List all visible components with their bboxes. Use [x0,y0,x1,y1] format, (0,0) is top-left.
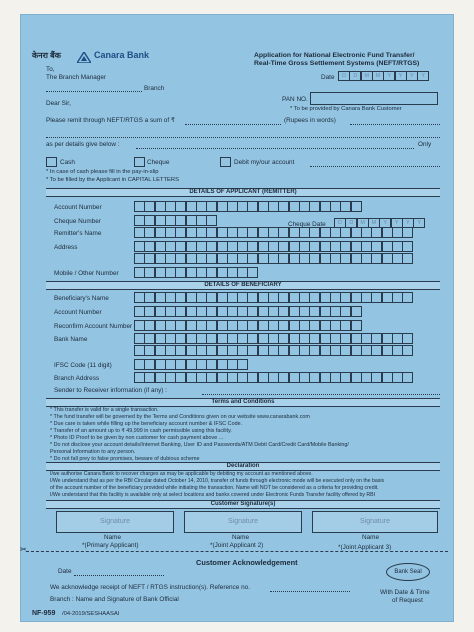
salutation: Dear Sir, [46,100,71,107]
ack-branch-signature: Branch : Name and Signature of Bank Official [50,596,179,603]
input-cell[interactable] [237,359,248,370]
terms-item: * Do not fall prey to false promises, beware of dubious scheme [50,456,200,462]
cheque-date-cell[interactable]: Y [413,218,425,228]
scissors-icon: ✂ [20,545,27,554]
bank-name-label: Bank Name [54,336,88,343]
ack-reference-line[interactable] [270,591,350,592]
to-label: To, [46,66,55,73]
date-cell[interactable]: M [361,71,373,81]
declaration-item: I/we authorise Canara Bank to recover charges as may be applicable by debiting my account as mentioned above. [50,471,313,477]
canara-triangle-icon [77,50,91,68]
cheque-date-cell[interactable]: Y [391,218,403,228]
terms-item: * Do not disclose your account details/Internet Banking, User ID and Passwords/ATM Debit Card/Credit Card/Mobile Banking/ [50,442,349,448]
joint2-applicant-label: *(Joint Applicant 2) [210,542,264,549]
terms-item: * The fund transfer will be governed by the Terms and Conditions given on our website www.canarabank.com [50,414,310,420]
reconfirm-account-label: Reconfirm Account Number [54,323,133,330]
form-code: NF-959 [32,610,56,617]
applicant-section-heading: DETAILS OF APPLICANT (REMITTER) [46,188,440,197]
cheque-date-label: Cheque Date [288,221,326,228]
signatures-heading: Customer Signature(s) [46,500,440,509]
debit-account-line[interactable] [310,166,440,167]
ifsc-label: IFSC Code (11 digit) [54,362,112,369]
ack-date-line[interactable] [74,575,164,576]
beneficiary-name-label: Beneficiary's Name [54,295,109,302]
remitter-address-cells-1[interactable] [134,241,412,252]
terms-item: * Due care is taken while filling up the beneficiary account number & IFSC Code. [50,421,243,427]
seal-of-request: of Request [392,597,423,604]
date-cell[interactable]: Y [406,71,418,81]
bank-name-cells-2[interactable] [134,345,412,356]
joint2-signature-box[interactable]: Signature [184,511,302,533]
form-print-info: /04-2019/SESHAASAI [62,611,120,617]
ack-date-label: Date [58,568,72,575]
date-cell[interactable]: M [372,71,384,81]
cheque-checkbox[interactable] [134,157,145,167]
branch-label: Branch [144,85,165,92]
input-cell[interactable] [402,345,413,356]
declaration-item: of the account number of the beneficiary provided while initiating the transaction. Name will NOT be considered as a criteria for providing credit. [50,485,379,491]
remitter-account-label: Account Number [54,204,102,211]
bank-seal: Bank Seal [386,563,430,581]
ack-text: We acknowledge receipt of NEFT / RTGS instruction(s). Reference no. [50,584,250,591]
input-cell[interactable] [402,292,413,303]
only-label: Only [418,141,432,148]
cheque-number-cells[interactable] [134,215,217,226]
sender-info-line[interactable] [202,394,440,395]
primary-name-label: Name [104,534,122,541]
form-title-line1: Application for National Electronic Fund Transfer/ [254,52,415,59]
cheque-number-label: Cheque Number [54,218,101,225]
beneficiary-account-cells[interactable] [134,306,361,317]
ifsc-cells[interactable] [134,359,247,370]
amount-words-line-2[interactable] [46,137,440,138]
mobile-number-label: Mobile / Other Number [54,270,119,277]
input-cell[interactable] [402,333,413,344]
seal-date-time: With Date & Time [380,589,430,596]
beneficiary-account-label: Account Number [54,309,102,316]
declaration-item: I/We understand that this facility is available only at select locations and banks covered under Electronic Funds Transfer facility offered by RBI [50,492,376,498]
logo-hindi-text: केनरा बैंक [32,51,61,60]
ack-heading: Customer Acknowledgement [196,558,298,567]
remitter-address-label: Address [54,244,78,251]
capital-letters-note: * To be filled by the Applicant in CAPITAL LETTERS [46,177,179,183]
neft-rtgs-form [20,14,454,622]
terms-heading: Terms and Conditions [46,398,440,407]
declaration-heading: Declaration [46,462,440,471]
reconfirm-account-cells[interactable] [134,320,361,331]
branch-address-label: Branch Address [54,375,100,382]
sender-info-label: Sender to Receiver information (if any) : [54,387,167,394]
remitter-name-label: Remitter's Name [54,230,102,237]
pan-input-box[interactable] [310,92,438,105]
joint3-name-label: Name [362,534,380,541]
joint3-signature-box[interactable]: Signature [312,511,438,533]
amount-figures-line[interactable] [185,124,281,125]
amount-words-line-1[interactable] [350,124,440,125]
joint2-name-label: Name [232,534,250,541]
input-cell[interactable] [247,267,258,278]
remitter-address-cells-2[interactable] [134,253,412,264]
rupees-in-words-label: (Rupees in words) [284,117,336,124]
primary-applicant-label: *(Primary Applicant) [82,542,139,549]
cut-line [26,551,448,552]
input-cell[interactable] [206,215,217,226]
cheque-date-cell[interactable]: D [334,218,346,228]
input-cell[interactable] [402,241,413,252]
debit-account-label: Debit my/our account [234,159,295,166]
form-title-line2: Real-Time Gross Settlement Systems (NEFT/RTGS) [254,60,420,67]
date-cell[interactable]: Y [417,71,429,81]
remitter-account-cells[interactable] [134,201,361,212]
cheque-label: Cheque [147,159,170,166]
logo-english-text: Canara Bank [94,50,150,60]
cheque-date-cell[interactable]: Y [402,218,414,228]
terms-item: * Transfer of an amount up to ₹ 49,999 in cash permissible using this facility. [50,428,232,434]
branch-manager-label: The Branch Manager [46,74,107,81]
input-cell[interactable] [402,253,413,264]
input-cell[interactable] [351,306,362,317]
cheque-date-cell[interactable]: Y [379,218,391,228]
remitter-name-cells[interactable] [134,227,412,238]
pan-label: PAN NO. [282,96,308,103]
date-label: Date [321,74,335,81]
date-cell[interactable]: D [349,71,361,81]
input-cell[interactable] [402,227,413,238]
cheque-date-cell[interactable]: M [357,218,369,228]
input-cell[interactable] [402,372,413,383]
cash-note: * In case of cash please fill in the pay-in-slip [46,169,159,175]
joint3-applicant-label: *(Joint Applicant 3) [338,544,392,551]
cheque-date-cell[interactable]: D [345,218,357,228]
amount-words-line-3[interactable] [136,148,414,149]
beneficiary-section-heading: DETAILS OF BENEFICIARY [46,281,440,290]
branch-name-line[interactable] [46,91,142,92]
branch-address-cells[interactable] [134,372,412,383]
input-cell[interactable] [351,201,362,212]
bank-name-cells-1[interactable] [134,333,412,344]
cash-label: Cash [60,159,75,166]
cash-checkbox[interactable] [46,157,57,167]
pan-note: * To be provided by Canara Bank Customer [290,106,402,112]
input-cell[interactable] [351,320,362,331]
date-cell[interactable]: Y [383,71,395,81]
date-cell[interactable]: D [338,71,350,81]
cheque-date-cell[interactable]: M [368,218,380,228]
terms-item: * Photo ID Proof to be given by non customer for cash payment above ... [50,435,224,441]
remit-text: Please remit through NEFT/RTGS a sum of ₹ [46,117,175,124]
date-cell[interactable]: Y [395,71,407,81]
primary-signature-box[interactable]: Signature [56,511,174,533]
mobile-number-cells[interactable] [134,267,258,278]
as-per-details-label: as per details give below : [46,141,120,148]
declaration-item: I/We understand that as per the RBI Circular dated October 14, 2010, transfer of funds through electronic mode will be executed only on the basis [50,478,385,484]
terms-item: * This transfer is valid for a single transaction. [50,407,159,413]
beneficiary-name-cells[interactable] [134,292,412,303]
date-cells[interactable] [338,71,429,81]
debit-account-checkbox[interactable] [220,157,231,167]
terms-item: Personal Information to any person. [50,449,136,455]
